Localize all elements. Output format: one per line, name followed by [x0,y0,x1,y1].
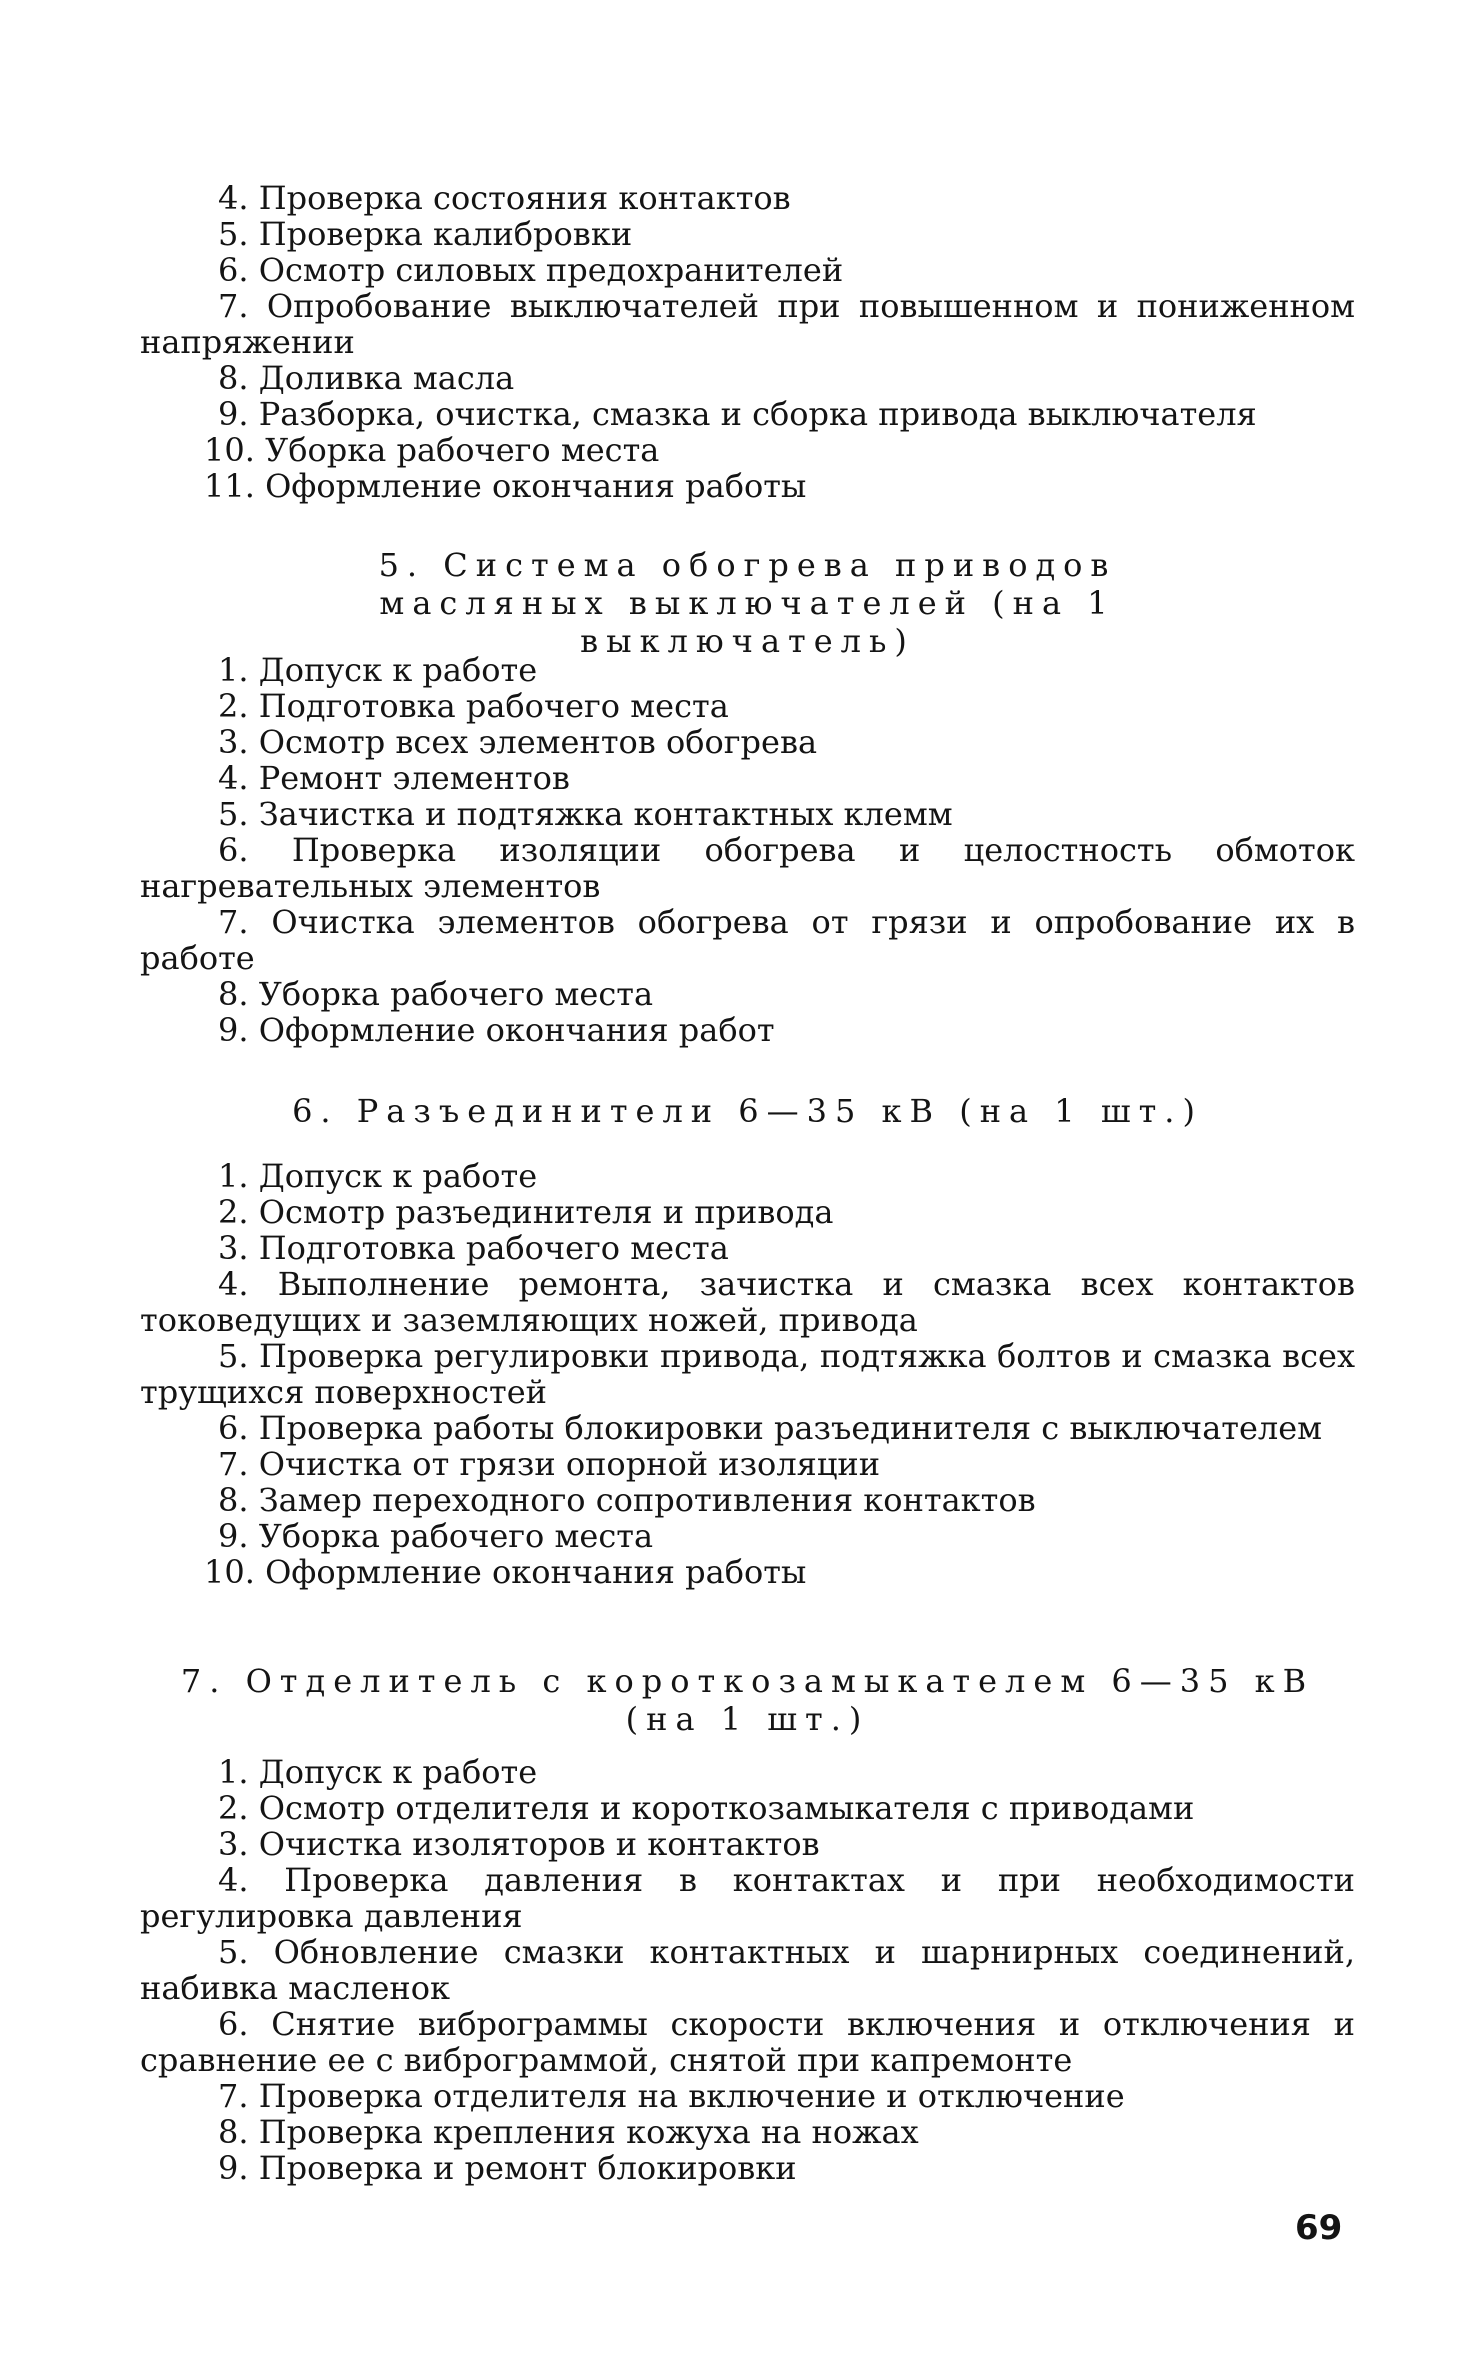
list-item: 5. Зачистка и подтяжка контактных клемм [218,795,953,833]
list-item: 6. Проверка работы блокировки разъединителя с выключателем [218,1409,1323,1447]
list-item: 10. Уборка рабочего места [204,431,660,469]
list-item: 7. Опробование выключателей при повышенном и пониженном напряжении [140,287,1355,361]
section-7 [140,1662,1355,1738]
list-item: 8. Доливка масла [218,359,515,397]
list-item: 6. Проверка изоляции обогрева и целостность обмоток нагревательных элементов [140,831,1355,905]
list-item: 5. Проверка калибровки [218,215,633,253]
section-5 [140,546,1355,660]
list-item: 9. Разборка, очистка, смазка и сборка привода выключателя [218,395,1257,433]
list-item: 10. Оформление окончания работы [204,1553,807,1591]
list-item: 2. Подготовка рабочего места [218,687,729,725]
section-heading: 5. Система обогрева приводов масляных выключателей (на 1 выключатель) [378,546,1117,660]
list-item: 6. Снятие виброграммы скорости включения и отключения и сравнение ее с виброграммой, снятой при капремонте [140,2005,1355,2079]
list-item: 3. Осмотр всех элементов обогрева [218,723,818,761]
list-item: 11. Оформление окончания работы [204,467,807,505]
list-item: 5. Проверка регулировки привода, подтяжка болтов и смазка всех трущихся поверхностей [140,1337,1355,1411]
list-item: 1. Допуск к работе [218,651,538,689]
section-heading: 6. Разъединители 6—35 кВ (на 1 шт.) [292,1092,1203,1130]
list-item: 7. Очистка от грязи опорной изоляции [218,1445,881,1483]
list-item: 1. Допуск к работе [218,1157,538,1195]
list-item: 4. Проверка состояния контактов [218,179,791,217]
list-item: 2. Осмотр отделителя и короткозамыкателя с приводами [218,1789,1195,1827]
section-6-list [140,1158,1355,1590]
list-item: 2. Осмотр разъединителя и привода [218,1193,834,1231]
page-number: 69 [1295,2208,1343,2248]
section-6 [140,1092,1355,1130]
list-item: 4. Ремонт элементов [218,759,570,797]
list-item: 8. Уборка рабочего места [218,975,654,1013]
list-item: 7. Проверка отделителя на включение и отключение [218,2077,1125,2115]
list-item: 9. Уборка рабочего места [218,1517,654,1555]
list-item: 3. Очистка изоляторов и контактов [218,1825,820,1863]
list-item: 9. Проверка и ремонт блокировки [218,2149,797,2187]
list-item: 8. Проверка крепления кожуха на ножах [218,2113,919,2151]
list-item: 9. Оформление окончания работ [218,1011,775,1049]
section-heading: 7. Отделитель с короткозамыкателем 6—35 кВ (на 1 шт.) [180,1662,1315,1738]
section-5-list [140,652,1355,1048]
list-item: 4. Проверка давления в контактах и при необходимости регулировка давления [140,1861,1355,1935]
section-4-list [140,180,1355,504]
list-item: 3. Подготовка рабочего места [218,1229,729,1267]
list-item: 4. Выполнение ремонта, зачистка и смазка всех контактов токоведущих и заземляющих ножей, привода [140,1265,1355,1339]
list-item: 7. Очистка элементов обогрева от грязи и опробование их в работе [140,903,1355,977]
list-item: 6. Осмотр силовых предохранителей [218,251,844,289]
list-item: 8. Замер переходного сопротивления контактов [218,1481,1036,1519]
list-item: 5. Обновление смазки контактных и шарнирных соединений, набивка масленок [140,1933,1355,2007]
section-7-list [140,1754,1355,2186]
list-item: 1. Допуск к работе [218,1753,538,1791]
